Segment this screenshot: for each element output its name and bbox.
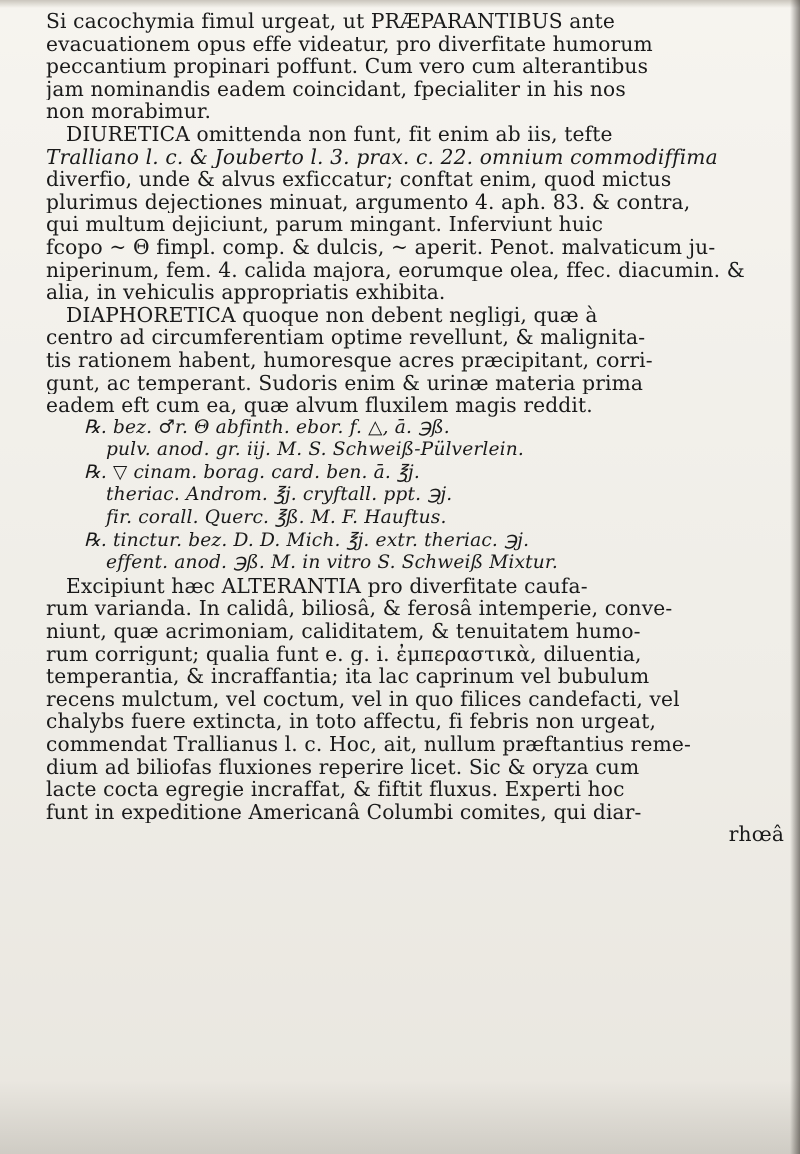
text-line: rum varianda. In calidâ, biliosâ, & ferosâ intemperie, conve- (46, 597, 673, 621)
text-line: qui multum dejiciunt, parum mingant. Inferviunt huic (46, 213, 604, 236)
recipe-line: pulv. anod. gr. iij. M. S. Schweiß-Pülverlein. (106, 439, 524, 461)
alterantia-heading-line: Excipiunt hæc ALTERANTIA pro diverfitate caufa- (66, 574, 588, 598)
text-line: temperantia, & incraffantia; ita lac caprinum vel bubulum (46, 665, 650, 688)
text-line: Si cacochymia fimul urgeat, ut PRÆPARANTIBUS ante (46, 10, 615, 33)
page-right-edge (790, 0, 800, 1154)
text-line: evacuationem opus effe videatur, pro diverfitate humorum (46, 32, 653, 56)
text-line: jam nominandis eadem coincidant, fpecialiter in his nos (46, 77, 626, 101)
page-bottom-shade (0, 1080, 800, 1154)
recipe-line: fir. corall. Querc. ℥ß. M. F. Hauftus. (106, 507, 447, 529)
catchword: rhœâ (728, 823, 784, 846)
text-line: non morabimur. (46, 100, 212, 123)
text-line: lacte cocta egregie incraffat, & fiftit fluxus. Experti hoc (46, 778, 625, 801)
recipe-line: theriac. Androm. ℥j. cryftall. ppt. ℈j. (106, 484, 453, 506)
text-line: fcopo ~ Θ fimpl. comp. & dulcis, ~ aperit. Penot. malvaticum ju- (46, 235, 716, 259)
text-line: dium ad biliofas fluxiones reperire licet. Sic & oryza cum (46, 755, 640, 779)
text-line: rum corrigunt; qualia funt e. g. i. ἐμπεραστικὰ, diluentia, (46, 642, 642, 666)
text-line: tis rationem habent, humoresque acres præcipitant, corri- (46, 348, 653, 372)
text-line: plurimus dejectiones minuat, argumento 4. aph. 83. & contra, (46, 190, 691, 214)
diuretica-heading-line: DIURETICA omittenda non funt, fit enim ab iis, tefte (66, 122, 613, 146)
text-line: niperinum, fem. 4. calida majora, eorumque olea, ffec. diacumin. & (46, 258, 745, 282)
text-line: funt in expeditione Americanâ Columbi comites, qui diar- (46, 800, 642, 824)
text-line: peccantium propinari poffunt. Cum vero cum alterantibus (46, 55, 649, 78)
page-text (46, 10, 788, 846)
text-line: commendat Trallianus l. c. Hoc, ait, nullum præftantius reme- (46, 733, 691, 756)
text-line: gunt, ac temperant. Sudoris enim & urinæ materia prima (46, 371, 644, 395)
recipe-line: ℞. ▽ cinam. borag. card. ben. ā. ℥j. (84, 461, 420, 483)
text-line: Tralliano l. c. & Jouberto l. 3. prax. c. 22. omnium commodiffima (46, 145, 718, 169)
text-line: alia, in vehiculis appropriatis exhibita. (46, 281, 446, 304)
text-line: eadem eft cum ea, quæ alvum fluxilem magis reddit. (46, 394, 593, 417)
text-line: niunt, quæ acrimoniam, caliditatem, & tenuitatem humo- (46, 620, 641, 643)
text-line: diverfio, unde & alvus exficcatur; conftat enim, quod mictus (46, 168, 672, 191)
recipe-line: ℞. tinctur. bez. D. D. Mich. ℥j. extr. theriac. ℈j. (84, 529, 530, 551)
text-line: chalybs fuere extincta, in toto affectu, fi febris non urgeat, (46, 710, 657, 733)
page-top-shadow (0, 0, 800, 8)
text-line: recens mulctum, vel coctum, vel in quo filices candefacti, vel (46, 687, 680, 711)
text-line: centro ad circumferentiam optime revellunt, & malignita- (46, 326, 646, 349)
recipe-line: ℞. bez. ♂r. Θ abfinth. ebor. f. △, ā. ℈ß. (84, 416, 450, 438)
diaphoretica-heading-line: DIAPHORETICA quoque non debent negligi, quæ à (66, 303, 598, 327)
recipe-line: effent. anod. ℈ß. M. in vitro S. Schweiß Mixtur. (106, 552, 558, 574)
